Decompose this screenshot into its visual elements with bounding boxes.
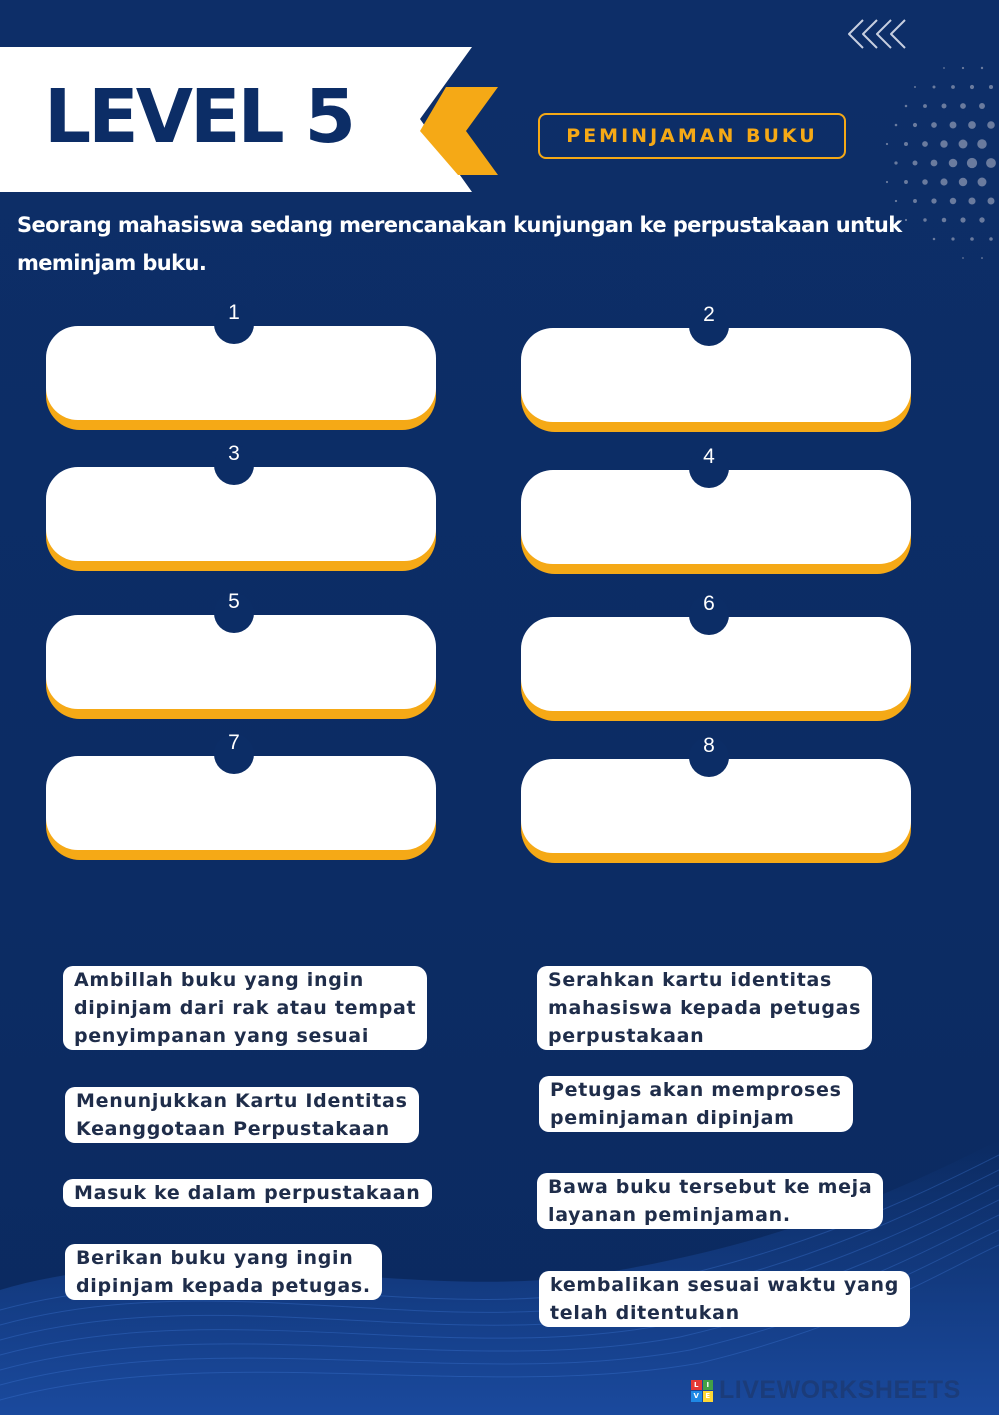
halftone-dot (942, 104, 947, 109)
slot-number: 8 (703, 734, 715, 757)
halftone-dot (960, 103, 966, 109)
halftone-dot (979, 217, 984, 222)
halftone-dot (962, 257, 964, 259)
halftone-dot (959, 140, 968, 149)
halftone-dot (987, 197, 994, 204)
step-text-line: dipinjam dari rak atau tempat (63, 994, 427, 1022)
answer-slot-3[interactable] (46, 442, 436, 571)
slot-number: 1 (228, 301, 240, 324)
halftone-dot (960, 217, 965, 222)
halftone-dot (981, 67, 983, 69)
halftone-dot (979, 103, 985, 109)
step-text-line: Keanggotaan Perpustakaan (65, 1115, 401, 1143)
instruction-text: Seorang mahasiswa sedang merencanakan kunjungan ke perpustakaan untuk meminjam buku. (17, 213, 902, 275)
slot-number: 4 (703, 445, 715, 468)
halftone-dot (950, 198, 956, 204)
halftone-dot (940, 178, 947, 185)
halftone-dot (981, 257, 983, 259)
halftone-dot (886, 143, 888, 145)
halftone-dot (951, 237, 954, 240)
step-chip-serahkan-kartu[interactable] (537, 966, 872, 1050)
step-chip-ambil-buku[interactable] (63, 966, 427, 1050)
halftone-dot (895, 200, 897, 202)
halftone-dot (923, 104, 927, 108)
answer-slot-1[interactable] (46, 301, 436, 430)
step-text-line: Masuk ke dalam perpustakaan (63, 1179, 432, 1207)
liveworksheets-logo-icon (691, 1380, 713, 1402)
step-text-line: penyimpanan yang sesuai (63, 1022, 380, 1050)
halftone-dot (989, 85, 993, 89)
step-text-line: dipinjam kepada petugas. (65, 1272, 382, 1300)
step-text-line: telah ditentukan (539, 1299, 751, 1327)
step-chip-kartu-identitas[interactable] (65, 1087, 419, 1143)
halftone-dot (933, 86, 936, 89)
halftone-dot (904, 180, 908, 184)
halftone-dot (970, 85, 974, 89)
step-text-line: kembalikan sesuai waktu yang (539, 1271, 910, 1299)
answer-slot-2[interactable] (521, 303, 911, 432)
slot-number: 6 (703, 592, 715, 615)
brand-name: LIVEWORKSHEETS (719, 1376, 961, 1404)
halftone-dot (931, 122, 937, 128)
halftone-dot (905, 105, 908, 108)
halftone-dot (886, 181, 888, 183)
halftone-dot (922, 141, 928, 147)
step-chip-bawa-buku[interactable] (537, 1173, 883, 1229)
halftone-dot (989, 237, 993, 241)
halftone-dot (968, 197, 975, 204)
step-text-line: mahasiswa kepada petugas (537, 994, 872, 1022)
step-text-line: Ambillah buku yang ingin (63, 966, 375, 994)
step-text-line: Menunjukkan Kartu Identitas (65, 1087, 419, 1115)
step-text-line: Berikan buku yang ingin (65, 1244, 364, 1272)
step-chip-masuk-perpustakaan[interactable] (63, 1179, 432, 1207)
level-title: LEVEL 5 (44, 74, 353, 160)
logo-letter: E (703, 1391, 714, 1402)
halftone-dot (959, 178, 967, 186)
step-text-line: Petugas akan memproses (539, 1076, 853, 1104)
halftone-dot (922, 179, 928, 185)
halftone-dot (895, 124, 898, 127)
halftone-dot (904, 142, 908, 146)
halftone-dot (949, 159, 958, 168)
topic-badge: PEMINJAMAN BUKU (538, 113, 846, 159)
halftone-dot (987, 121, 995, 129)
halftone-dot (940, 140, 947, 147)
answer-slot-5[interactable] (46, 590, 436, 719)
slot-number: 5 (228, 590, 240, 613)
answer-slot-8[interactable] (521, 734, 911, 863)
halftone-dot (914, 86, 916, 88)
step-text-line: Serahkan kartu identitas (537, 966, 843, 994)
slot-number: 2 (703, 303, 715, 326)
halftone-dot (970, 237, 974, 241)
halftone-dot (894, 161, 897, 164)
step-text-line: layanan peminjaman. (537, 1201, 802, 1229)
halftone-dot (950, 122, 957, 129)
halftone-dot (978, 178, 987, 187)
halftone-dot (977, 139, 986, 148)
slot-number: 7 (228, 731, 240, 754)
halftone-dot (931, 198, 936, 203)
logo-letter: V (691, 1391, 702, 1402)
back-chevrons-icon (845, 16, 915, 52)
step-text-line: perpustakaan (537, 1022, 715, 1050)
step-text-line: peminjaman dipinjam (539, 1104, 806, 1132)
halftone-dot (986, 158, 996, 168)
halftone-dot (962, 67, 964, 69)
step-text-line: Bawa buku tersebut ke meja (537, 1173, 883, 1201)
step-chip-kembalikan[interactable] (539, 1271, 910, 1327)
halftone-dot (913, 123, 917, 127)
answer-slot-6[interactable] (521, 592, 911, 721)
halftone-dot (913, 199, 917, 203)
halftone-dot (968, 121, 976, 129)
halftone-dot (951, 85, 955, 89)
halftone-dot (967, 158, 977, 168)
answer-slot-4[interactable] (521, 445, 911, 574)
logo-letter: L (691, 1380, 702, 1391)
halftone-dot (912, 160, 917, 165)
liveworksheets-brand[interactable] (691, 1376, 961, 1405)
logo-letter: I (703, 1380, 714, 1391)
step-chip-berikan-buku[interactable] (65, 1244, 382, 1300)
halftone-dot (931, 160, 938, 167)
slot-number: 3 (228, 442, 240, 465)
step-chip-petugas-memproses[interactable] (539, 1076, 853, 1132)
answer-slot-7[interactable] (46, 731, 436, 860)
halftone-dot (942, 218, 947, 223)
halftone-dot (943, 67, 945, 69)
